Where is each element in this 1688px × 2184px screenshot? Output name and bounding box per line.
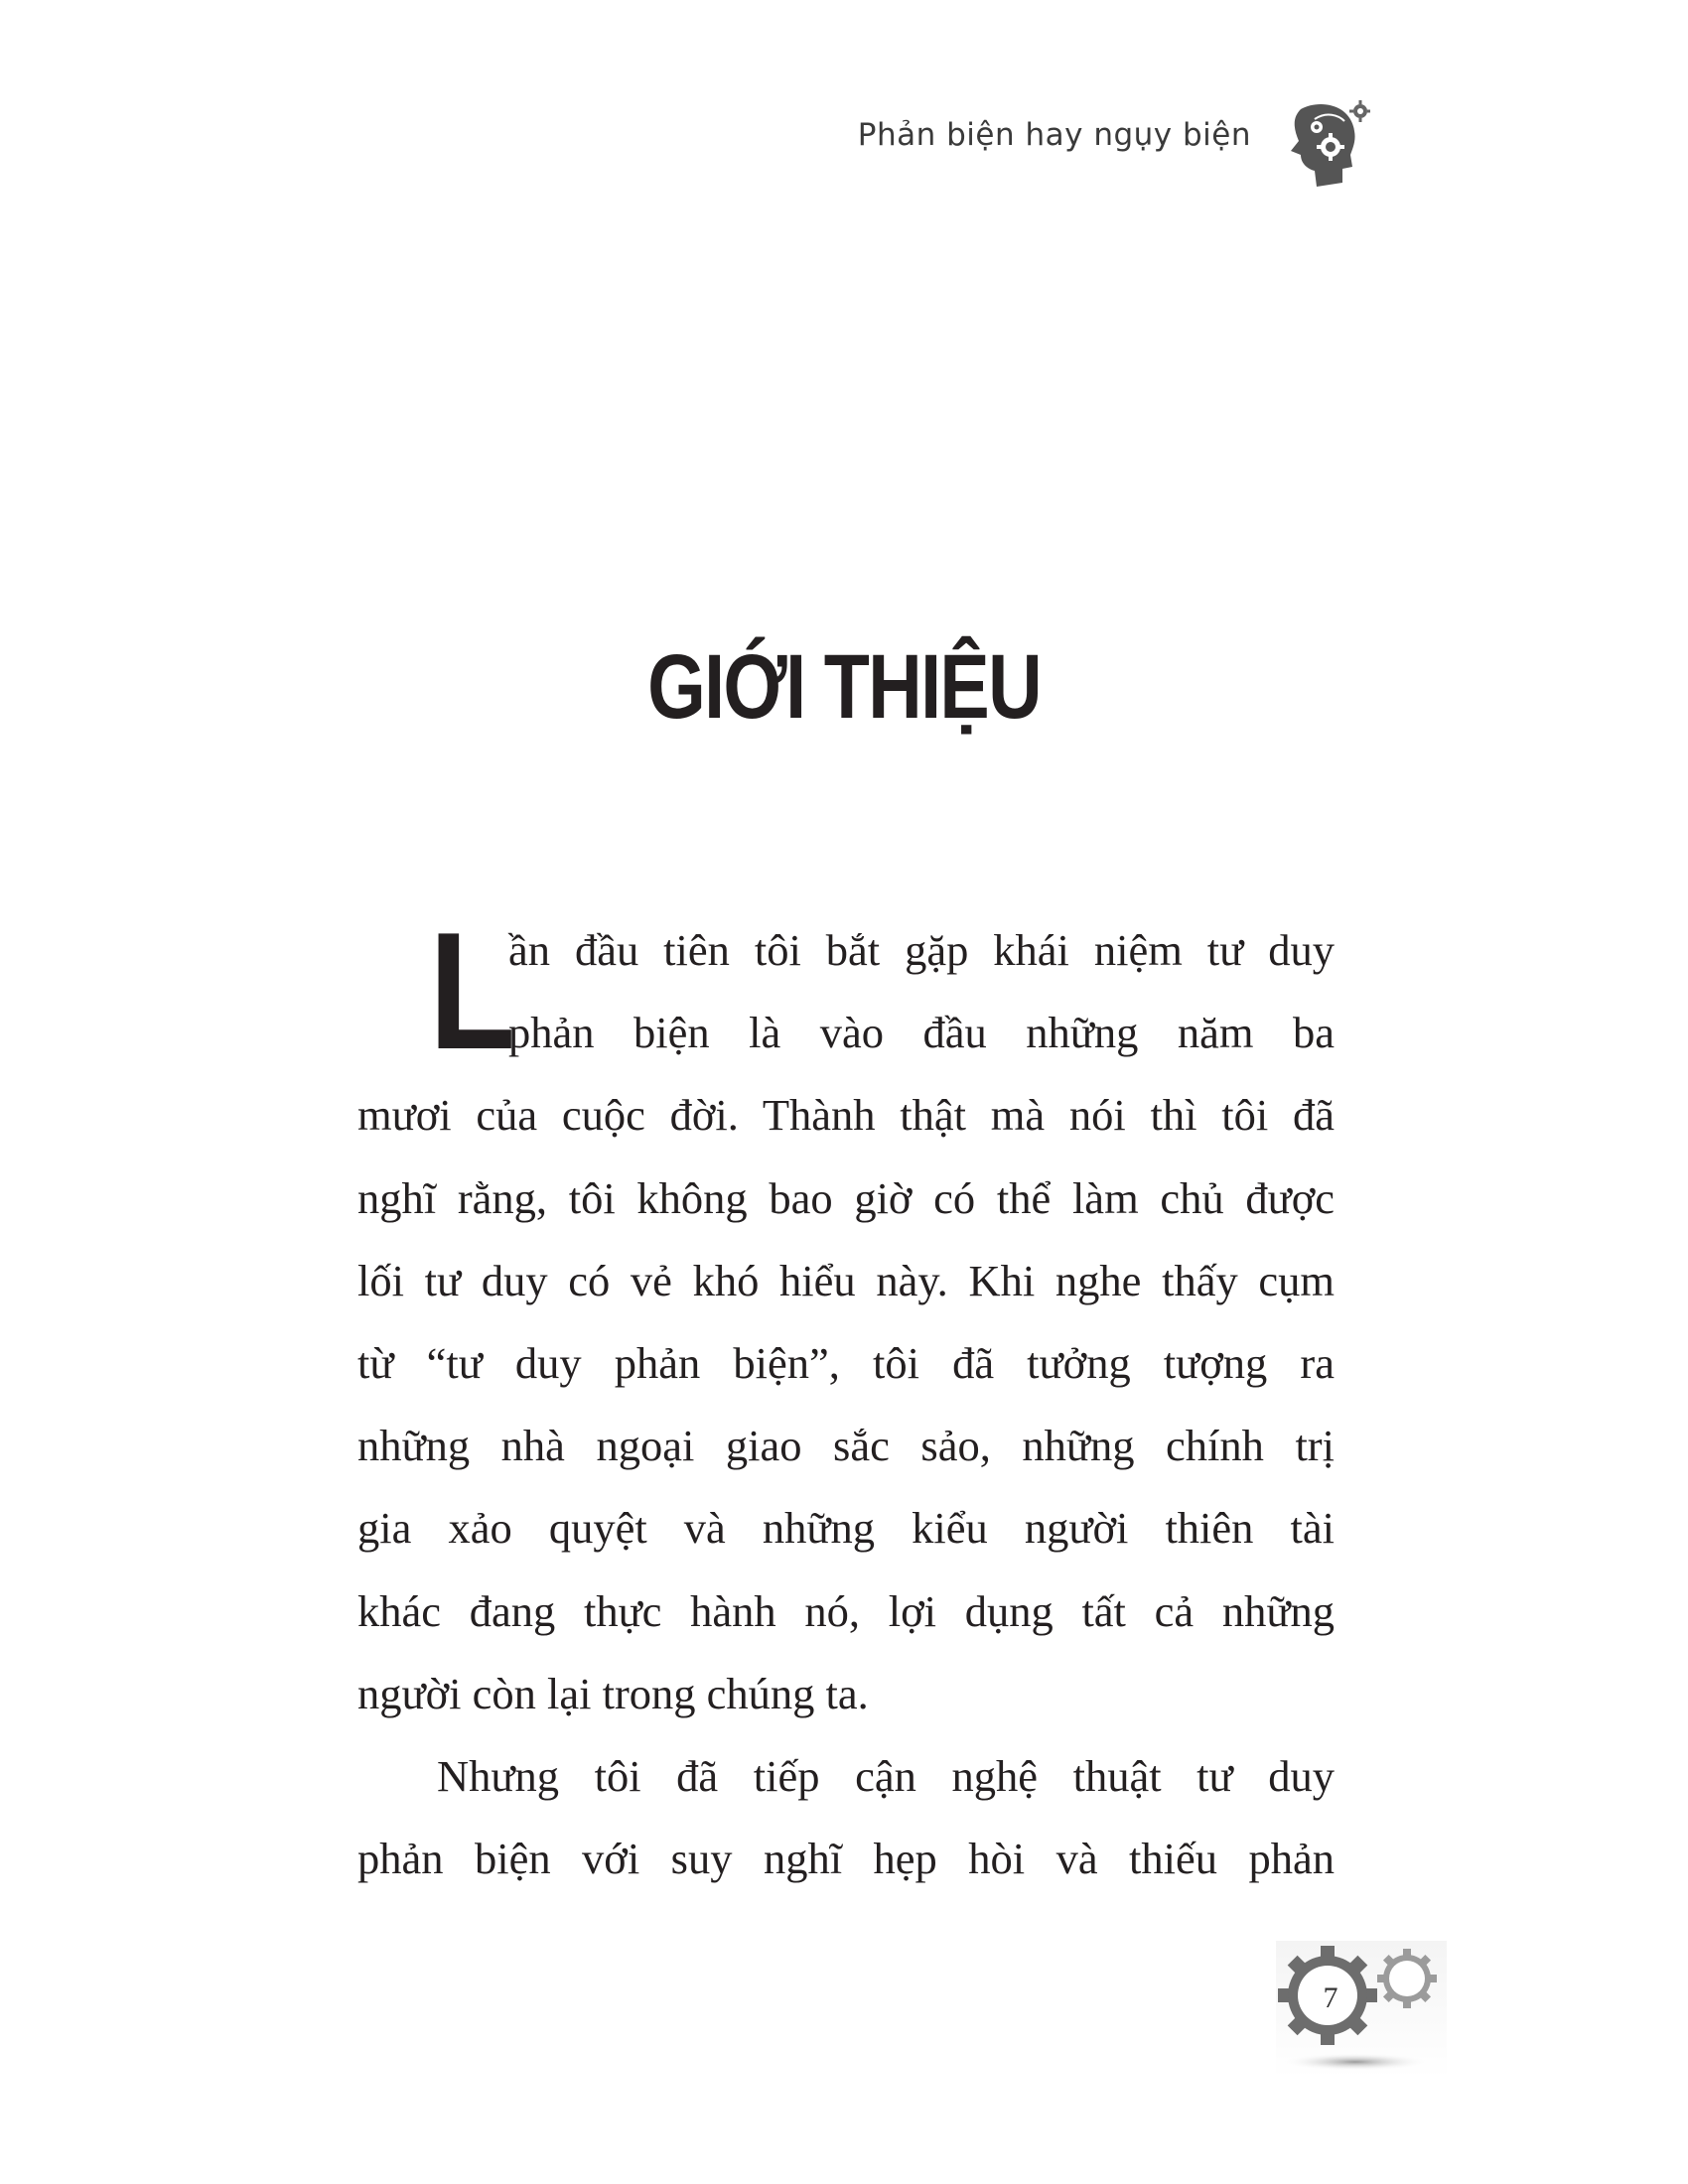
page-number: 7: [1323, 1981, 1338, 2014]
text-line: phản biện là vào đầu những năm ba: [508, 1008, 1335, 1058]
text-line: phản biện với suy nghĩ hẹp hòi và thiếu phản: [357, 1834, 1335, 1884]
text-line: gia xảo quyệt và những kiểu người thiên tài: [357, 1503, 1335, 1554]
text-line: Nhưng tôi đã tiếp cận nghệ thuật tư duy: [437, 1750, 1335, 1801]
drop-cap: L: [429, 897, 516, 1084]
text-line: người còn lại trong chúng ta.: [357, 1668, 869, 1718]
chapter-title: GIỚI THIỆU: [647, 636, 1041, 738]
text-line: những nhà ngoại giao sắc sảo, những chính trị: [357, 1421, 1335, 1471]
text-line: ần đầu tiên tôi bắt gặp khái niệm tư duy: [508, 925, 1335, 975]
body-text: [357, 897, 1335, 1900]
head-gears-icon: [1281, 97, 1370, 193]
text-line: khác đang thực hành nó, lợi dụng tất cả những: [357, 1585, 1335, 1636]
paragraph-1: [357, 897, 1335, 1735]
text-line: từ “tư duy phản biện”, tôi đã tưởng tượng ra: [357, 1337, 1335, 1388]
text-line: lối tư duy có vẻ khó hiểu này. Khi nghe thấy cụm: [357, 1255, 1335, 1305]
text-line: mươi của cuộc đời. Thành thật mà nói thì tôi đã: [357, 1090, 1335, 1141]
text-line: nghĩ rằng, tôi không bao giờ có thể làm chủ được: [357, 1172, 1335, 1223]
running-header-title: Phản biện hay ngụy biện: [857, 117, 1251, 153]
paragraph-2: [357, 1735, 1335, 1900]
